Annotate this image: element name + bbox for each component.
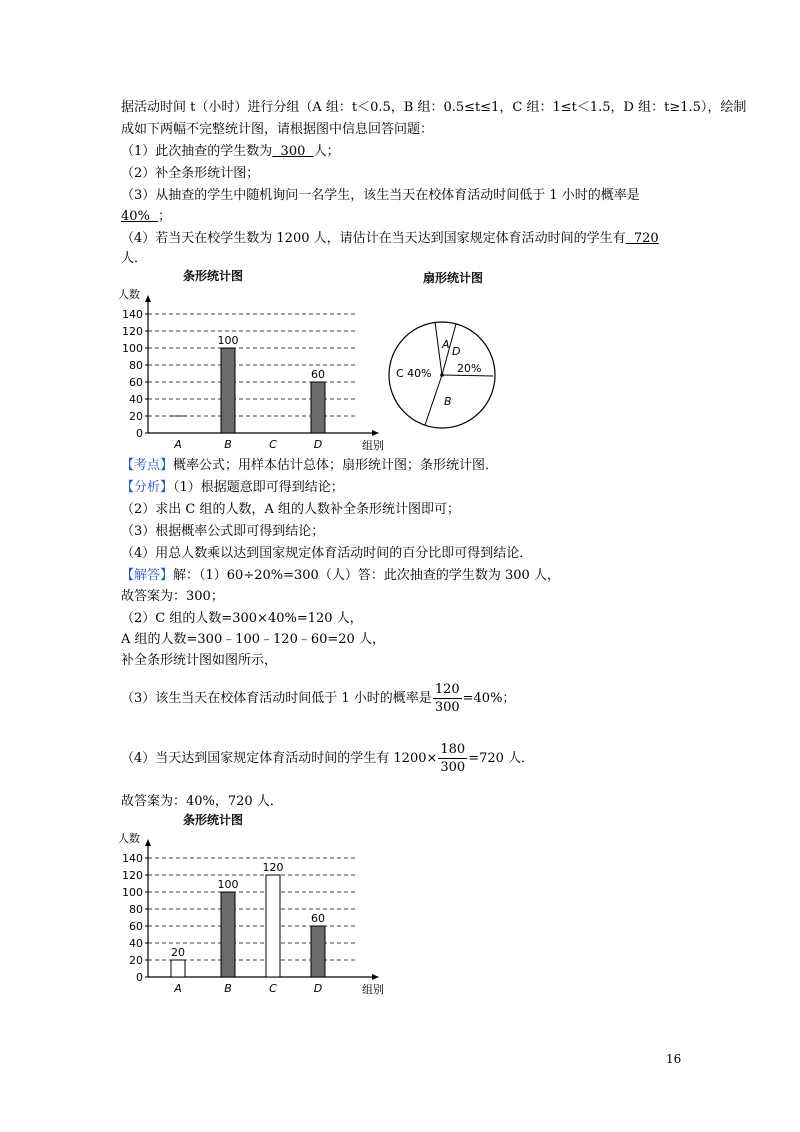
fenxi-2: （2）求出 C 组的人数，A 组的人数补全条形统计图即可； [121, 502, 461, 517]
fraction-numerator: 120 [434, 682, 460, 697]
page-number: 16 [666, 1052, 682, 1066]
fenxi-tag: 【分析】 [121, 480, 174, 495]
bar-value-label-d: 60 [311, 368, 325, 381]
y-tick-label: 60 [129, 920, 143, 933]
fenxi-line [121, 478, 344, 498]
fraction-numerator: 180 [440, 742, 466, 757]
x-axis-label: 组别 [362, 439, 384, 452]
bar-d [311, 926, 325, 977]
bar-value-label-b: 100 [217, 878, 239, 891]
pie-title: 扇形统计图 [422, 271, 484, 285]
x-tick-label-b: B [224, 982, 232, 995]
y-axis-label: 人数 [118, 832, 140, 845]
y-tick-label: 0 [136, 427, 143, 440]
question-1-suffix: 人； [313, 144, 340, 159]
problem-line-2: 成如下两幅不完整统计图，请根据图中信息回答问题： [121, 122, 434, 137]
solution-7-result: =720 人． [468, 751, 535, 766]
x-axis-label: 组别 [362, 983, 384, 996]
fenxi-4: （4）用总人数乘以达到国家规定体育活动时间的百分比即可得到结论． [121, 546, 533, 561]
solution-1: 解：（1）60÷20%=300（人）答：此次抽查的学生数为 300 人， [173, 568, 560, 583]
bar-value-label-c: 120 [262, 861, 284, 874]
solution-7-text: （4）当天达到国家规定体育活动时间的学生有 1200× [121, 751, 438, 766]
x-tick-label-c: C [269, 982, 277, 995]
bar-b [221, 892, 235, 977]
question-3: （3）从抽查的学生中随机询问一名学生，该生当天在校体育活动时间低于 1 小时的概率是 [121, 188, 640, 203]
question-1-answer: 300 [280, 144, 306, 159]
bar-value-label-a: 20 [171, 946, 185, 959]
y-tick-label: 140 [122, 852, 143, 865]
bar-chart-complete [118, 810, 390, 996]
fraction-denominator: 300 [440, 760, 466, 775]
jieda-line [121, 566, 560, 586]
x-tick-label-d: D [313, 438, 323, 451]
question-1-text: （1）此次抽查的学生数为 [121, 144, 273, 159]
y-tick-label: 40 [129, 393, 143, 406]
y-axis-label: 人数 [118, 288, 140, 301]
bar-chart-incomplete [118, 266, 390, 452]
y-tick-label: 20 [129, 410, 143, 423]
solution-3: （2）C 组的人数=300×40%=120 人， [121, 611, 363, 626]
solution-4: A 组的人数=300﹣100﹣120﹣60=20 人， [121, 632, 385, 647]
pie-value-d: 20% [457, 362, 482, 375]
kaodian-line [121, 456, 498, 476]
bar-chart-title: 条形统计图 [182, 813, 244, 827]
y-tick-label: 80 [129, 359, 143, 372]
question-1 [121, 142, 340, 162]
question-4-text: （4）若当天在校学生数为 1200 人，请估计在当天达到国家规定体育活动时间的学生有 [121, 231, 626, 246]
pie-center-dot [440, 373, 444, 377]
x-axis-arrow [372, 974, 379, 980]
bar-value-label-d: 60 [311, 912, 325, 925]
fraction-denominator: 300 [434, 700, 460, 715]
y-axis-arrow [145, 295, 151, 302]
fraction-180-300 [438, 741, 467, 776]
y-tick-label: 40 [129, 937, 143, 950]
y-tick-label: 140 [122, 308, 143, 321]
pie-label-a: A [442, 338, 450, 351]
pie-divider-b-c [425, 375, 442, 425]
x-axis-arrow [372, 430, 379, 436]
fraction-120-300 [433, 681, 462, 716]
solution-6-result: =40%； [462, 691, 516, 706]
question-4-suffix: 人． [121, 251, 148, 266]
y-tick-label: 60 [129, 376, 143, 389]
y-tick-label: 80 [129, 903, 143, 916]
fenxi-3: （3）根据概率公式即可得到结论； [121, 524, 325, 539]
pie-label-d: D [452, 345, 461, 358]
x-tick-label-a: A [174, 982, 182, 995]
bar-c [266, 875, 280, 977]
y-tick-label: 0 [136, 971, 143, 984]
pie-divider-d-bottom [442, 375, 493, 376]
solution-6-text: （3）该生当天在校体育活动时间低于 1 小时的概率是 [121, 691, 432, 706]
question-3-answer: 40% [121, 209, 150, 224]
pie-chart [385, 266, 515, 436]
solution-6 [121, 680, 515, 718]
y-tick-label: 20 [129, 954, 143, 967]
pie-label-c: C 40% [396, 367, 432, 380]
x-tick-label-a: A [174, 438, 182, 451]
fenxi-1: （1）根据题意即可得到结论； [173, 480, 344, 495]
question-4 [121, 229, 659, 249]
y-tick-label: 120 [122, 325, 143, 338]
x-tick-label-b: B [224, 438, 232, 451]
bar-d [311, 382, 325, 433]
question-4-answer: 720 [633, 231, 659, 246]
bar-b [221, 348, 235, 433]
pie-divider-a-left [435, 322, 442, 375]
x-tick-label-c: C [269, 438, 277, 451]
kaodian-text: 概率公式；用样本估计总体；扇形统计图；条形统计图． [173, 458, 499, 473]
kaodian-tag: 【考点】 [121, 458, 174, 473]
question-3-suffix: ； [158, 209, 172, 224]
solution-7 [121, 740, 534, 778]
y-tick-label: 100 [122, 342, 143, 355]
jieda-tag: 【解答】 [121, 568, 174, 583]
y-tick-label: 120 [122, 869, 143, 882]
pie-label-b: B [444, 395, 452, 408]
bar-a [171, 960, 185, 977]
question-2: （2）补全条形统计图； [121, 166, 260, 181]
x-tick-label-d: D [313, 982, 323, 995]
problem-line-1: 据活动时间 t（小时）进行分组（A 组：t＜0.5，B 组：0.5≤t≤1，C 组：1≤t＜1.5，D 组：t≥1.5），绘制 [121, 100, 747, 115]
y-tick-label: 100 [122, 886, 143, 899]
solution-8: 故答案为：40%，720 人． [121, 794, 283, 809]
y-axis-arrow [145, 839, 151, 846]
solution-5: 补全条形统计图如图所示， [121, 653, 278, 668]
solution-2: 故答案为：300； [121, 589, 224, 604]
bar-chart-title: 条形统计图 [182, 269, 244, 283]
bar-value-label-b: 100 [217, 334, 239, 347]
question-3-answer-line [121, 207, 171, 227]
